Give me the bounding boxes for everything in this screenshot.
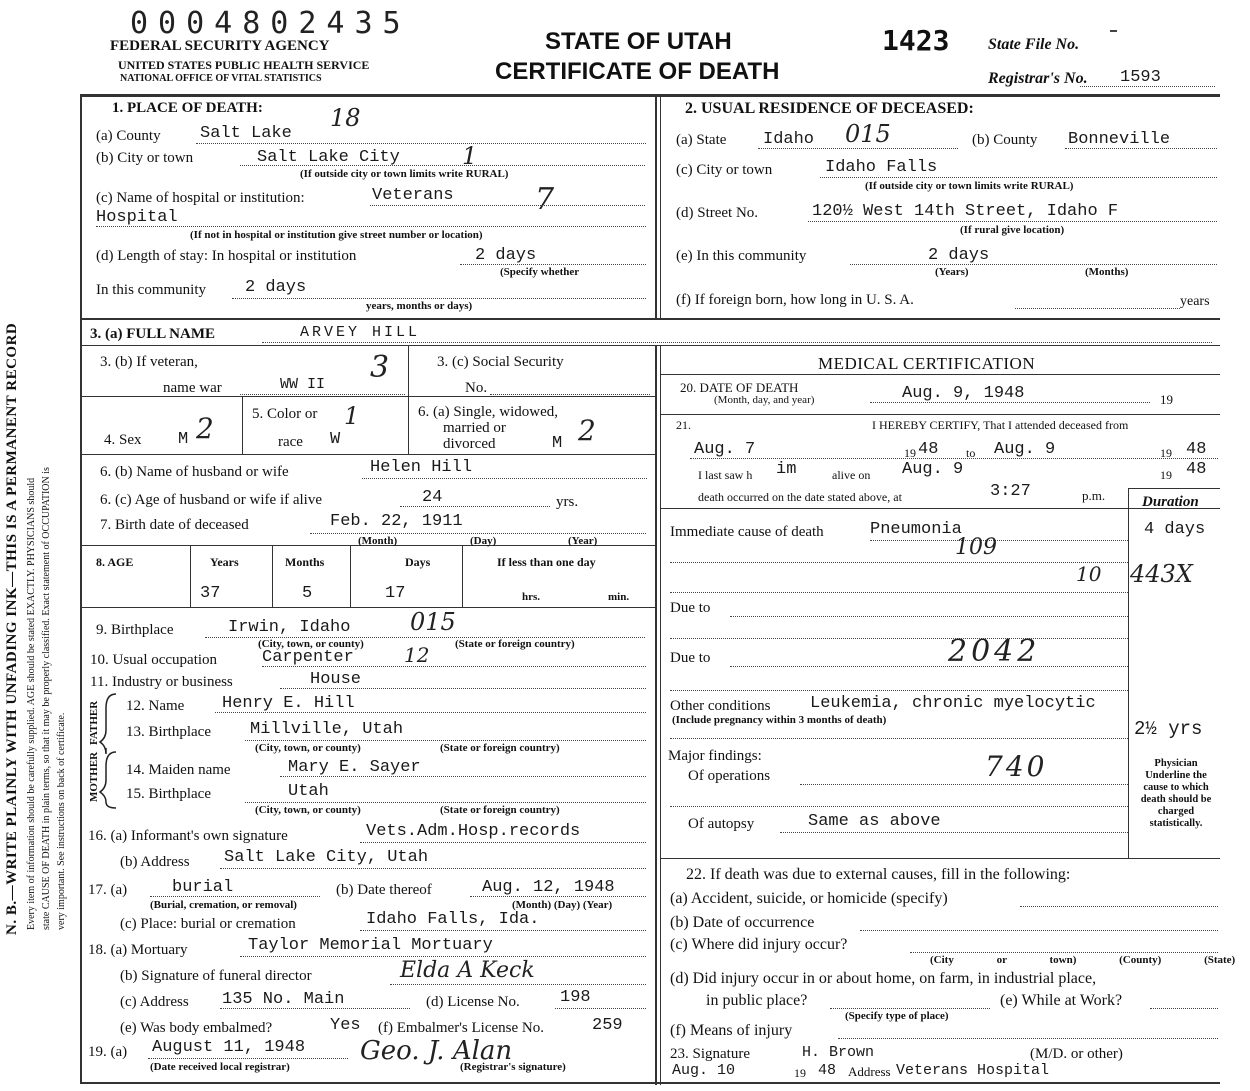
war-label: name war — [163, 380, 222, 396]
attend-to-year: 48 — [1186, 440, 1207, 459]
sex-code: 2 — [196, 412, 214, 445]
attend-to-19: 19 — [1160, 446, 1172, 460]
res-community-label: (e) In this community — [676, 248, 807, 264]
father-birth-city-note: (City, town, or county) — [255, 742, 361, 754]
received-label: 19. (a) — [88, 1044, 128, 1060]
birth-date-value: Feb. 22, 1911 — [330, 512, 463, 531]
age-days-value: 17 — [385, 584, 406, 603]
birth-date-label: 7. Birth date of deceased — [100, 517, 249, 533]
res-community-value: 2 days — [928, 246, 990, 265]
mother-birth-state-note: (State or foreign country) — [440, 804, 560, 816]
birth-year-label: (Year) — [568, 535, 598, 547]
spouse-label: 6. (b) Name of husband or wife — [100, 464, 289, 480]
registrar-label: Registrar's No. — [988, 70, 1088, 87]
license-value: 198 — [560, 988, 591, 1007]
mortuary-value: Taylor Memorial Mortuary — [248, 936, 493, 955]
community-label: In this community — [96, 282, 206, 298]
autopsy-value: Same as above — [808, 812, 941, 831]
certificate-title: CERTIFICATE OF DEATH — [495, 58, 780, 85]
res-street-value: 120½ West 14th Street, Idaho F — [812, 202, 1119, 221]
embalmer-license-value: 259 — [592, 1016, 623, 1035]
mother-name-label: 14. Maiden name — [126, 762, 231, 778]
embalmed-label: (e) Was body embalmed? — [120, 1020, 273, 1036]
external-d-label-2: in public place? — [706, 992, 808, 1009]
full-name-value: ARVEY HILL — [300, 324, 421, 341]
external-d-label: (d) Did injury occur in or about home, on farm, in industrial place, — [670, 970, 1097, 987]
received-note: (Date received local registrar) — [150, 1061, 290, 1073]
war-value: WW II — [280, 376, 326, 393]
race-code: 1 — [344, 402, 360, 430]
death-date-note: (Month, day, and year) — [714, 394, 815, 406]
birth-month-label: (Month) — [358, 535, 398, 547]
embalmer-license-label: (f) Embalmer's License No. — [378, 1020, 544, 1036]
director-sig-label: (b) Signature of funeral director — [120, 968, 312, 984]
res-street-note: (If rural give location) — [960, 224, 1065, 236]
death-date-value: Aug. 9, 1948 — [902, 384, 1025, 403]
father-name-value: Henry E. Hill — [222, 694, 355, 713]
color-label: 5. Color or — [252, 406, 318, 422]
age-label: 8. AGE — [96, 555, 134, 569]
stay-value: 2 days — [475, 246, 537, 265]
age-hrs: hrs. — [522, 591, 541, 603]
external-c-note: (City or town) (County) (State) — [930, 954, 1236, 966]
ss-no-label: No. — [465, 380, 488, 396]
mother-birth-city-note: (City, town, or county) — [255, 804, 361, 816]
industry-label: 11. Industry or business — [90, 674, 233, 690]
birthplace-value: Irwin, Idaho — [228, 618, 351, 637]
res-months-label: (Months) — [1085, 266, 1129, 278]
certify-text: I HEREBY CERTIFY, That I attended deceased from — [872, 418, 1129, 432]
age-years-label: Years — [210, 555, 239, 569]
sig-address-value: Veterans Hospital — [896, 1062, 1050, 1079]
informant-sig-value: Vets.Adm.Hosp.records — [366, 822, 581, 841]
occupation-value: Carpenter — [262, 648, 354, 667]
received-value: August 11, 1948 — [152, 1038, 306, 1057]
immediate-code: 109 — [955, 535, 997, 560]
death-city-code: 1 — [462, 142, 478, 170]
burial-place-value: Idaho Falls, Ida. — [366, 910, 540, 929]
informant-address-label: (b) Address — [120, 854, 190, 870]
hospital-code: 7 — [535, 182, 555, 217]
res-foreign-years: years — [1180, 294, 1210, 309]
physician-note: Physician Underline the cause to which death should be charged statistically. — [1140, 758, 1212, 829]
stay-label: (d) Length of stay: In hospital or institution — [96, 248, 357, 264]
hospital-note: (If not in hospital or institution give street number or location) — [190, 229, 483, 241]
birth-day-label: (Day) — [470, 535, 497, 547]
physician-signature-scrawl — [890, 1030, 897, 1055]
last-saw-year: 48 — [1186, 460, 1207, 479]
external-b-label: (b) Date of occurrence — [670, 914, 815, 931]
registrar-number: 1593 — [1120, 68, 1161, 87]
mother-label: MOTHER — [88, 751, 100, 802]
left-margin-notice: N. B.—WRITE PLAINLY WITH UNFADING INK—THIS IS A PERMANENT RECORD — [4, 322, 20, 935]
state-file-struck — [1110, 18, 1117, 43]
duration-code: 443X — [1130, 560, 1193, 588]
attend-to-value: Aug. 9 — [994, 440, 1056, 459]
res-state-value: Idaho — [763, 130, 815, 149]
attend-from-19: 19 — [904, 446, 916, 460]
res-state-code: 015 — [845, 120, 891, 148]
sig-date-value: Aug. 10 — [672, 1062, 736, 1079]
birthplace-code: 015 — [410, 608, 456, 636]
mother-name-value: Mary E. Sayer — [288, 758, 421, 777]
last-saw-label: I last saw h — [698, 468, 753, 482]
marital-label-1: 6. (a) Single, widowed, — [418, 404, 558, 420]
burial-place-label: (c) Place: burial or cremation — [120, 916, 296, 932]
marital-code: 2 — [578, 414, 596, 447]
age-days-label: Days — [405, 555, 431, 569]
age-months-value: 5 — [302, 584, 313, 603]
war-code: 3 — [370, 350, 390, 385]
residence-heading: 2. USUAL RESIDENCE OF DECEASED: — [685, 100, 974, 117]
last-saw-him: im — [776, 460, 797, 479]
informant-sig-label: 16. (a) Informant's own signature — [88, 828, 288, 844]
external-c-label: (c) Where did injury occur? — [670, 936, 848, 953]
physician-signature: H. Brown — [802, 1044, 875, 1061]
mortuary-address-value: 135 No. Main — [222, 990, 345, 1009]
disposal-date-label: (b) Date thereof — [336, 882, 432, 898]
medical-heading: MEDICAL CERTIFICATION — [818, 354, 1036, 373]
immediate-duration-value: 4 days — [1144, 520, 1206, 539]
full-name-label: 3. (a) FULL NAME — [90, 326, 215, 342]
community-note: years, months or days) — [366, 300, 473, 312]
sig-date-19: 19 — [794, 1066, 806, 1080]
birthplace-city-note: (City, town, or county) — [258, 638, 364, 650]
stay-note: (Specify whether — [500, 266, 580, 278]
operations-code: 740 — [985, 750, 1048, 783]
res-street-label: (d) Street No. — [676, 205, 759, 221]
state-title: STATE OF UTAH — [545, 28, 732, 55]
alive-on-label: alive on — [832, 468, 871, 482]
death-date-label: 20. DATE OF DEATH — [680, 380, 799, 395]
cause-code-line2: 10 — [1076, 562, 1102, 586]
marital-label-3: divorced — [443, 436, 496, 452]
autopsy-label: Of autopsy — [688, 816, 755, 832]
spouse-age-value: 24 — [422, 488, 443, 507]
age-less-label: If less than one day — [497, 555, 596, 569]
sex-value: M — [178, 430, 189, 449]
attend-from-year: 48 — [918, 440, 939, 459]
md-label: (M/D. or other) — [1030, 1046, 1123, 1062]
agency-name: FEDERAL SECURITY AGENCY — [110, 38, 330, 54]
hospital-value-1: Veterans — [372, 186, 454, 205]
res-city-value: Idaho Falls — [825, 158, 938, 177]
res-county-label: (b) County — [972, 132, 1038, 148]
external-f-label: (f) Means of injury — [670, 1022, 793, 1039]
office-name: NATIONAL OFFICE OF VITAL STATISTICS — [120, 73, 322, 84]
place-of-death-heading: 1. PLACE OF DEATH: — [112, 100, 263, 116]
mortuary-address-label: (c) Address — [120, 994, 189, 1010]
disposal-label: 17. (a) — [88, 882, 128, 898]
sig-address-label: Address — [848, 1064, 891, 1079]
race-value: W — [330, 430, 341, 449]
occupation-label: 10. Usual occupation — [90, 652, 218, 668]
parent-brackets — [98, 690, 120, 810]
occurred-label: death occurred on the date stated above, at — [698, 490, 902, 504]
due-to-label-1: Due to — [670, 600, 711, 616]
res-city-note: (If outside city or town limits write RURAL) — [865, 180, 1074, 192]
hospital-label: (c) Name of hospital or institution: — [96, 190, 305, 206]
age-years-value: 37 — [200, 584, 221, 603]
external-d-note: (Specify type of place) — [845, 1010, 949, 1022]
margin-instruction-3: very important. See instructions on back of certificate. — [56, 712, 67, 930]
margin-instruction-1: Every item of information should be carefully supplied. AGE should be stated EXACTLY. PHYSICIANS should — [26, 477, 37, 930]
director-signature: Elda A Keck — [400, 958, 535, 983]
state-file-number: 1423 — [882, 24, 950, 57]
due-to-code: 2042 — [948, 634, 1041, 669]
race-label: race — [278, 434, 303, 450]
immediate-cause-value: Pneumonia — [870, 520, 962, 539]
place-code: 18 — [330, 104, 361, 132]
res-state-label: (a) State — [676, 132, 727, 148]
death-county-label: (a) County — [96, 128, 161, 144]
attend-to-label: to — [966, 446, 976, 460]
community-value: 2 days — [245, 278, 307, 297]
death-city-note: (If outside city or town limits write RURAL) — [300, 168, 509, 180]
father-birth-value: Millville, Utah — [250, 720, 404, 739]
margin-instruction-2: state CAUSE OF DEATH in plain terms, so that it may be properly classified. Exact statement of OCCUPATION is — [41, 467, 52, 930]
disposal-date-note: (Month) (Day) (Year) — [512, 899, 613, 911]
registrar-sig-note: (Registrar's signature) — [460, 1061, 566, 1073]
ss-label: 3. (c) Social Security — [437, 354, 564, 370]
external-heading: 22. If death was due to external causes, fill in the following: — [686, 866, 1071, 883]
res-county-value: Bonneville — [1068, 130, 1171, 149]
disposal-note: (Burial, cremation, or removal) — [150, 899, 297, 911]
external-a-label: (a) Accident, suicide, or homicide (specify) — [670, 890, 948, 907]
mother-birth-value: Utah — [288, 782, 329, 801]
signature-label: 23. Signature — [670, 1046, 750, 1062]
father-birth-label: 13. Birthplace — [126, 724, 211, 740]
certify-number: 21. — [676, 418, 691, 432]
immediate-cause-label: Immediate cause of death — [670, 524, 824, 540]
death-time-value: 3:27 — [990, 482, 1031, 501]
hospital-value-2: Hospital — [96, 208, 178, 227]
service-name: UNITED STATES PUBLIC HEALTH SERVICE — [118, 58, 370, 72]
major-findings-label: Major findings: — [668, 748, 762, 764]
spouse-age-label: 6. (c) Age of husband or wife if alive — [100, 492, 323, 508]
last-saw-19: 19 — [1160, 468, 1172, 482]
operations-label: Of operations — [688, 768, 771, 784]
informant-address-value: Salt Lake City, Utah — [224, 848, 429, 867]
disposal-date-value: Aug. 12, 1948 — [482, 878, 615, 897]
death-city-value: Salt Lake City — [257, 148, 400, 167]
registrar-signature: Geo. J. Alan — [360, 1036, 513, 1066]
marital-value: M — [552, 434, 563, 453]
due-to-label-2: Due to — [670, 650, 711, 666]
mother-birth-label: 15. Birthplace — [126, 786, 211, 802]
death-county-value: Salt Lake — [200, 124, 292, 143]
attend-from-value: Aug. 7 — [694, 440, 756, 459]
spouse-age-yrs: yrs. — [556, 494, 579, 510]
duration-label: Duration — [1142, 494, 1199, 510]
father-name-label: 12. Name — [126, 698, 185, 714]
mortuary-label: 18. (a) Mortuary — [88, 942, 188, 958]
embalmed-value: Yes — [330, 1016, 361, 1035]
other-conditions-value: Leukemia, chronic myelocytic — [810, 694, 1096, 713]
other-conditions-note: (Include pregnancy within 3 months of death) — [672, 714, 887, 726]
disposal-value: burial — [172, 878, 234, 897]
veteran-label: 3. (b) If veteran, — [100, 354, 198, 370]
marital-label-2: married or — [443, 420, 506, 436]
res-foreign-label: (f) If foreign born, how long in U. S. A. — [676, 292, 914, 308]
license-label: (d) License No. — [426, 994, 520, 1010]
age-months-label: Months — [285, 555, 325, 569]
state-file-label: State File No. — [988, 36, 1080, 53]
sig-year-value: 48 — [818, 1062, 837, 1079]
death-time-pm: p.m. — [1082, 488, 1106, 503]
birthplace-state-note: (State or foreign country) — [455, 638, 575, 650]
industry-value: House — [310, 670, 362, 689]
death-date-year-prefix: 19 — [1160, 392, 1173, 407]
birthplace-label: 9. Birthplace — [96, 622, 174, 638]
certificate-serial: 0004802435 — [130, 6, 411, 41]
sex-label: 4. Sex — [104, 432, 142, 448]
father-birth-state-note: (State or foreign country) — [440, 742, 560, 754]
other-duration-value: 2½ yrs — [1134, 718, 1203, 740]
res-city-label: (c) City or town — [676, 162, 773, 178]
age-min: min. — [608, 591, 630, 603]
occupation-code: 12 — [404, 643, 430, 667]
death-city-label: (b) City or town — [96, 150, 194, 166]
father-label: FATHER — [88, 700, 100, 745]
other-conditions-label: Other conditions — [670, 698, 771, 714]
res-years-label: (Years) — [935, 266, 969, 278]
last-saw-date: Aug. 9 — [902, 460, 964, 479]
external-e-label: (e) While at Work? — [1000, 992, 1123, 1009]
spouse-value: Helen Hill — [370, 458, 473, 477]
